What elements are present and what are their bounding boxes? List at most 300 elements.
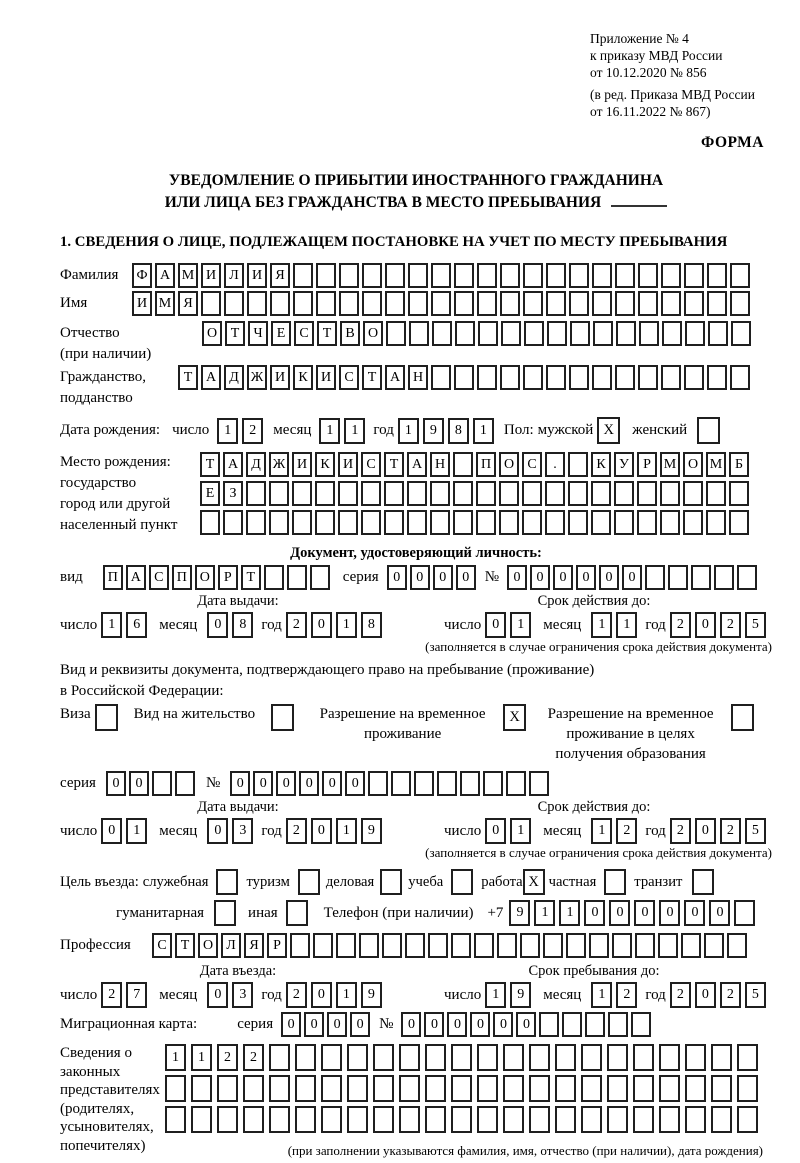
char-cell[interactable]: 1 bbox=[534, 900, 555, 926]
char-cell[interactable]: 2 bbox=[670, 982, 691, 1008]
char-cell[interactable]: А bbox=[126, 565, 146, 590]
char-cell[interactable]: С bbox=[339, 365, 359, 390]
char-cell[interactable] bbox=[453, 510, 473, 535]
char-cell[interactable] bbox=[615, 291, 635, 316]
char-cell[interactable]: 1 bbox=[217, 418, 238, 444]
char-cell[interactable] bbox=[453, 452, 473, 477]
char-cell[interactable] bbox=[569, 365, 589, 390]
char-cell[interactable] bbox=[683, 481, 703, 506]
char-cell[interactable]: 1 bbox=[559, 900, 580, 926]
char-cell[interactable]: 0 bbox=[507, 565, 527, 590]
char-cell[interactable]: 0 bbox=[684, 900, 705, 926]
char-cell[interactable] bbox=[555, 1075, 576, 1102]
char-cell[interactable] bbox=[585, 1012, 605, 1037]
char-cell[interactable] bbox=[477, 1075, 498, 1102]
char-cell[interactable] bbox=[175, 771, 195, 796]
char-cell[interactable] bbox=[581, 1044, 602, 1071]
char-cell[interactable] bbox=[638, 365, 658, 390]
char-cell[interactable] bbox=[633, 1106, 654, 1133]
char-cell[interactable] bbox=[591, 481, 611, 506]
char-cell[interactable]: Д bbox=[224, 365, 244, 390]
purpose-work-checkbox[interactable]: X bbox=[523, 869, 545, 895]
option-residence-permit[interactable] bbox=[134, 704, 294, 731]
char-cell[interactable] bbox=[246, 481, 266, 506]
char-cell[interactable]: 1 bbox=[319, 418, 340, 444]
purpose-official-checkbox[interactable] bbox=[216, 869, 238, 895]
char-cell[interactable] bbox=[659, 1044, 680, 1071]
char-cell[interactable] bbox=[292, 481, 312, 506]
char-cell[interactable] bbox=[685, 1075, 706, 1102]
char-cell[interactable] bbox=[730, 291, 750, 316]
char-cell[interactable]: Ч bbox=[248, 321, 268, 346]
char-cell[interactable] bbox=[503, 1044, 524, 1071]
purpose-study-checkbox[interactable] bbox=[451, 869, 473, 895]
char-cell[interactable] bbox=[658, 933, 678, 958]
char-cell[interactable]: 1 bbox=[591, 982, 612, 1008]
char-cell[interactable] bbox=[430, 481, 450, 506]
char-cell[interactable]: 1 bbox=[336, 612, 357, 638]
char-cell[interactable] bbox=[451, 933, 471, 958]
char-cell[interactable] bbox=[454, 365, 474, 390]
char-cell[interactable]: 2 bbox=[616, 982, 637, 1008]
char-cell[interactable]: Ж bbox=[269, 452, 289, 477]
char-cell[interactable] bbox=[315, 510, 335, 535]
char-cell[interactable]: Б bbox=[729, 452, 749, 477]
char-cell[interactable] bbox=[708, 321, 728, 346]
char-cell[interactable] bbox=[499, 481, 519, 506]
char-cell[interactable]: 0 bbox=[622, 565, 642, 590]
char-cell[interactable]: В bbox=[340, 321, 360, 346]
char-cell[interactable] bbox=[659, 1106, 680, 1133]
char-cell[interactable] bbox=[362, 291, 382, 316]
char-cell[interactable]: Л bbox=[221, 933, 241, 958]
char-cell[interactable]: 2 bbox=[101, 982, 122, 1008]
char-cell[interactable]: 1 bbox=[126, 818, 147, 844]
char-cell[interactable]: Т bbox=[384, 452, 404, 477]
char-cell[interactable]: 0 bbox=[659, 900, 680, 926]
char-cell[interactable] bbox=[501, 321, 521, 346]
char-cell[interactable] bbox=[661, 263, 681, 288]
char-cell[interactable] bbox=[737, 1075, 758, 1102]
char-cell[interactable] bbox=[269, 510, 289, 535]
char-cell[interactable]: 3 bbox=[232, 982, 253, 1008]
char-cell[interactable] bbox=[455, 321, 475, 346]
temp-residence-education-checkbox[interactable] bbox=[731, 704, 754, 731]
char-cell[interactable] bbox=[684, 263, 704, 288]
char-cell[interactable]: 0 bbox=[327, 1012, 347, 1037]
char-cell[interactable]: 0 bbox=[424, 1012, 444, 1037]
char-cell[interactable] bbox=[607, 1106, 628, 1133]
char-cell[interactable]: П bbox=[172, 565, 192, 590]
char-cell[interactable]: Ф bbox=[132, 263, 152, 288]
char-cell[interactable] bbox=[546, 263, 566, 288]
purpose-private-checkbox[interactable] bbox=[604, 869, 626, 895]
char-cell[interactable]: 7 bbox=[126, 982, 147, 1008]
char-cell[interactable]: 0 bbox=[576, 565, 596, 590]
char-cell[interactable] bbox=[614, 481, 634, 506]
char-cell[interactable]: Я bbox=[178, 291, 198, 316]
char-cell[interactable]: 0 bbox=[493, 1012, 513, 1037]
char-cell[interactable]: И bbox=[132, 291, 152, 316]
char-cell[interactable] bbox=[734, 900, 755, 926]
char-cell[interactable] bbox=[454, 291, 474, 316]
char-cell[interactable] bbox=[224, 291, 244, 316]
char-cell[interactable] bbox=[523, 291, 543, 316]
char-cell[interactable]: Т bbox=[175, 933, 195, 958]
char-cell[interactable] bbox=[529, 771, 549, 796]
char-cell[interactable]: 0 bbox=[485, 612, 506, 638]
char-cell[interactable] bbox=[347, 1075, 368, 1102]
char-cell[interactable] bbox=[399, 1106, 420, 1133]
char-cell[interactable]: Т bbox=[317, 321, 337, 346]
char-cell[interactable] bbox=[431, 291, 451, 316]
char-cell[interactable] bbox=[684, 291, 704, 316]
char-cell[interactable]: О bbox=[202, 321, 222, 346]
char-cell[interactable] bbox=[293, 263, 313, 288]
char-cell[interactable] bbox=[391, 771, 411, 796]
char-cell[interactable] bbox=[529, 1075, 550, 1102]
char-cell[interactable] bbox=[614, 510, 634, 535]
char-cell[interactable]: Л bbox=[224, 263, 244, 288]
char-cell[interactable] bbox=[430, 510, 450, 535]
char-cell[interactable] bbox=[165, 1106, 186, 1133]
char-cell[interactable]: Т bbox=[362, 365, 382, 390]
char-cell[interactable]: 0 bbox=[456, 565, 476, 590]
char-cell[interactable]: И bbox=[316, 365, 336, 390]
char-cell[interactable] bbox=[711, 1044, 732, 1071]
char-cell[interactable] bbox=[706, 481, 726, 506]
char-cell[interactable]: И bbox=[270, 365, 290, 390]
char-cell[interactable] bbox=[223, 510, 243, 535]
char-cell[interactable]: 0 bbox=[470, 1012, 490, 1037]
char-cell[interactable] bbox=[247, 291, 267, 316]
char-cell[interactable] bbox=[321, 1075, 342, 1102]
char-cell[interactable] bbox=[217, 1106, 238, 1133]
char-cell[interactable]: К bbox=[315, 452, 335, 477]
char-cell[interactable]: Т bbox=[178, 365, 198, 390]
char-cell[interactable]: 8 bbox=[232, 612, 253, 638]
char-cell[interactable] bbox=[524, 321, 544, 346]
char-cell[interactable]: 0 bbox=[129, 771, 149, 796]
char-cell[interactable] bbox=[313, 933, 333, 958]
char-cell[interactable]: 9 bbox=[510, 982, 531, 1008]
char-cell[interactable] bbox=[737, 565, 757, 590]
char-cell[interactable]: О bbox=[195, 565, 215, 590]
char-cell[interactable]: О bbox=[683, 452, 703, 477]
char-cell[interactable]: 0 bbox=[401, 1012, 421, 1037]
char-cell[interactable] bbox=[270, 291, 290, 316]
char-cell[interactable] bbox=[264, 565, 284, 590]
char-cell[interactable] bbox=[711, 1075, 732, 1102]
char-cell[interactable] bbox=[451, 1075, 472, 1102]
char-cell[interactable]: М bbox=[706, 452, 726, 477]
char-cell[interactable] bbox=[727, 933, 747, 958]
char-cell[interactable] bbox=[338, 510, 358, 535]
char-cell[interactable] bbox=[384, 481, 404, 506]
char-cell[interactable] bbox=[543, 933, 563, 958]
char-cell[interactable]: Т bbox=[200, 452, 220, 477]
char-cell[interactable] bbox=[477, 291, 497, 316]
char-cell[interactable] bbox=[562, 1012, 582, 1037]
char-cell[interactable] bbox=[191, 1106, 212, 1133]
option-visa[interactable] bbox=[60, 704, 118, 731]
char-cell[interactable]: 0 bbox=[387, 565, 407, 590]
char-cell[interactable]: Е bbox=[271, 321, 291, 346]
char-cell[interactable] bbox=[731, 321, 751, 346]
char-cell[interactable] bbox=[386, 321, 406, 346]
char-cell[interactable]: 0 bbox=[311, 818, 332, 844]
char-cell[interactable]: 9 bbox=[361, 818, 382, 844]
char-cell[interactable] bbox=[269, 481, 289, 506]
char-cell[interactable] bbox=[539, 1012, 559, 1037]
option-temp-residence[interactable] bbox=[310, 704, 526, 744]
char-cell[interactable]: Т bbox=[241, 565, 261, 590]
char-cell[interactable] bbox=[425, 1075, 446, 1102]
char-cell[interactable]: 1 bbox=[510, 818, 531, 844]
char-cell[interactable]: Р bbox=[637, 452, 657, 477]
char-cell[interactable] bbox=[631, 1012, 651, 1037]
char-cell[interactable] bbox=[499, 510, 519, 535]
char-cell[interactable] bbox=[711, 1106, 732, 1133]
char-cell[interactable] bbox=[414, 771, 434, 796]
char-cell[interactable]: 2 bbox=[286, 982, 307, 1008]
char-cell[interactable] bbox=[293, 291, 313, 316]
char-cell[interactable]: 1 bbox=[101, 612, 122, 638]
char-cell[interactable]: 2 bbox=[243, 1044, 264, 1071]
char-cell[interactable] bbox=[737, 1044, 758, 1071]
char-cell[interactable] bbox=[295, 1075, 316, 1102]
char-cell[interactable] bbox=[659, 1075, 680, 1102]
char-cell[interactable]: 0 bbox=[345, 771, 365, 796]
char-cell[interactable]: 6 bbox=[126, 612, 147, 638]
char-cell[interactable] bbox=[408, 263, 428, 288]
char-cell[interactable] bbox=[683, 510, 703, 535]
purpose-transit-checkbox[interactable] bbox=[692, 869, 714, 895]
char-cell[interactable]: 2 bbox=[720, 818, 741, 844]
char-cell[interactable] bbox=[359, 933, 379, 958]
char-cell[interactable] bbox=[566, 933, 586, 958]
char-cell[interactable] bbox=[474, 933, 494, 958]
char-cell[interactable] bbox=[295, 1106, 316, 1133]
char-cell[interactable] bbox=[529, 1106, 550, 1133]
char-cell[interactable]: 1 bbox=[336, 818, 357, 844]
char-cell[interactable] bbox=[592, 291, 612, 316]
char-cell[interactable] bbox=[568, 510, 588, 535]
char-cell[interactable]: 0 bbox=[599, 565, 619, 590]
char-cell[interactable] bbox=[152, 771, 172, 796]
char-cell[interactable]: 2 bbox=[242, 418, 263, 444]
char-cell[interactable] bbox=[321, 1044, 342, 1071]
char-cell[interactable]: Е bbox=[200, 481, 220, 506]
char-cell[interactable] bbox=[546, 365, 566, 390]
char-cell[interactable] bbox=[425, 1044, 446, 1071]
char-cell[interactable] bbox=[691, 565, 711, 590]
char-cell[interactable]: 0 bbox=[447, 1012, 467, 1037]
char-cell[interactable] bbox=[547, 321, 567, 346]
char-cell[interactable]: 0 bbox=[433, 565, 453, 590]
char-cell[interactable]: 2 bbox=[286, 612, 307, 638]
char-cell[interactable]: С bbox=[149, 565, 169, 590]
char-cell[interactable] bbox=[428, 933, 448, 958]
char-cell[interactable] bbox=[523, 365, 543, 390]
char-cell[interactable] bbox=[546, 291, 566, 316]
char-cell[interactable] bbox=[704, 933, 724, 958]
char-cell[interactable] bbox=[569, 263, 589, 288]
visa-checkbox[interactable] bbox=[95, 704, 118, 731]
char-cell[interactable] bbox=[545, 510, 565, 535]
char-cell[interactable]: К bbox=[591, 452, 611, 477]
char-cell[interactable]: 0 bbox=[304, 1012, 324, 1037]
char-cell[interactable] bbox=[607, 1075, 628, 1102]
char-cell[interactable] bbox=[201, 291, 221, 316]
char-cell[interactable] bbox=[707, 365, 727, 390]
char-cell[interactable] bbox=[497, 933, 517, 958]
char-cell[interactable] bbox=[529, 1044, 550, 1071]
char-cell[interactable]: П bbox=[476, 452, 496, 477]
char-cell[interactable] bbox=[707, 291, 727, 316]
char-cell[interactable] bbox=[373, 1044, 394, 1071]
char-cell[interactable] bbox=[707, 263, 727, 288]
char-cell[interactable] bbox=[432, 321, 452, 346]
char-cell[interactable] bbox=[555, 1044, 576, 1071]
char-cell[interactable] bbox=[477, 1106, 498, 1133]
char-cell[interactable] bbox=[592, 365, 612, 390]
char-cell[interactable] bbox=[523, 263, 543, 288]
char-cell[interactable]: 1 bbox=[591, 612, 612, 638]
char-cell[interactable]: . bbox=[545, 452, 565, 477]
char-cell[interactable] bbox=[633, 1044, 654, 1071]
char-cell[interactable]: С bbox=[152, 933, 172, 958]
char-cell[interactable]: 0 bbox=[553, 565, 573, 590]
char-cell[interactable] bbox=[477, 263, 497, 288]
char-cell[interactable] bbox=[316, 291, 336, 316]
char-cell[interactable] bbox=[555, 1106, 576, 1133]
char-cell[interactable] bbox=[316, 263, 336, 288]
char-cell[interactable]: Я bbox=[270, 263, 290, 288]
char-cell[interactable]: М bbox=[155, 291, 175, 316]
char-cell[interactable] bbox=[685, 1106, 706, 1133]
char-cell[interactable]: Я bbox=[244, 933, 264, 958]
char-cell[interactable] bbox=[336, 933, 356, 958]
char-cell[interactable] bbox=[408, 291, 428, 316]
char-cell[interactable] bbox=[407, 510, 427, 535]
char-cell[interactable] bbox=[409, 321, 429, 346]
char-cell[interactable]: 0 bbox=[207, 612, 228, 638]
char-cell[interactable]: 0 bbox=[695, 612, 716, 638]
char-cell[interactable] bbox=[645, 565, 665, 590]
char-cell[interactable] bbox=[165, 1075, 186, 1102]
char-cell[interactable] bbox=[660, 510, 680, 535]
char-cell[interactable] bbox=[685, 1044, 706, 1071]
char-cell[interactable]: 2 bbox=[217, 1044, 238, 1071]
char-cell[interactable] bbox=[503, 1075, 524, 1102]
char-cell[interactable] bbox=[373, 1075, 394, 1102]
char-cell[interactable]: А bbox=[201, 365, 221, 390]
char-cell[interactable] bbox=[405, 933, 425, 958]
char-cell[interactable]: 3 bbox=[232, 818, 253, 844]
char-cell[interactable]: 0 bbox=[695, 818, 716, 844]
char-cell[interactable]: И bbox=[338, 452, 358, 477]
char-cell[interactable]: 9 bbox=[361, 982, 382, 1008]
char-cell[interactable] bbox=[431, 365, 451, 390]
char-cell[interactable] bbox=[500, 263, 520, 288]
char-cell[interactable] bbox=[638, 263, 658, 288]
char-cell[interactable]: 1 bbox=[591, 818, 612, 844]
char-cell[interactable]: 5 bbox=[745, 612, 766, 638]
char-cell[interactable] bbox=[500, 291, 520, 316]
residence-permit-checkbox[interactable] bbox=[271, 704, 294, 731]
char-cell[interactable]: 1 bbox=[485, 982, 506, 1008]
char-cell[interactable] bbox=[477, 1044, 498, 1071]
char-cell[interactable]: 5 bbox=[745, 818, 766, 844]
char-cell[interactable] bbox=[373, 1106, 394, 1133]
char-cell[interactable]: С bbox=[522, 452, 542, 477]
char-cell[interactable] bbox=[217, 1075, 238, 1102]
char-cell[interactable]: 0 bbox=[322, 771, 342, 796]
char-cell[interactable]: 0 bbox=[695, 982, 716, 1008]
char-cell[interactable] bbox=[269, 1106, 290, 1133]
char-cell[interactable] bbox=[592, 263, 612, 288]
char-cell[interactable]: 9 bbox=[509, 900, 530, 926]
char-cell[interactable]: 0 bbox=[584, 900, 605, 926]
char-cell[interactable] bbox=[451, 1044, 472, 1071]
char-cell[interactable] bbox=[361, 481, 381, 506]
char-cell[interactable] bbox=[483, 771, 503, 796]
char-cell[interactable] bbox=[616, 321, 636, 346]
char-cell[interactable]: О bbox=[198, 933, 218, 958]
char-cell[interactable]: 1 bbox=[473, 418, 494, 444]
char-cell[interactable]: 0 bbox=[350, 1012, 370, 1037]
char-cell[interactable]: 0 bbox=[101, 818, 122, 844]
char-cell[interactable]: 0 bbox=[709, 900, 730, 926]
char-cell[interactable]: 5 bbox=[745, 982, 766, 1008]
char-cell[interactable]: А bbox=[385, 365, 405, 390]
char-cell[interactable]: П bbox=[103, 565, 123, 590]
char-cell[interactable] bbox=[684, 365, 704, 390]
purpose-humanitarian-checkbox[interactable] bbox=[214, 900, 236, 926]
char-cell[interactable]: З bbox=[223, 481, 243, 506]
char-cell[interactable] bbox=[478, 321, 498, 346]
char-cell[interactable] bbox=[608, 1012, 628, 1037]
char-cell[interactable] bbox=[635, 933, 655, 958]
char-cell[interactable] bbox=[568, 452, 588, 477]
char-cell[interactable] bbox=[347, 1106, 368, 1133]
char-cell[interactable] bbox=[451, 1106, 472, 1133]
char-cell[interactable]: 1 bbox=[510, 612, 531, 638]
char-cell[interactable] bbox=[661, 291, 681, 316]
char-cell[interactable] bbox=[545, 481, 565, 506]
char-cell[interactable] bbox=[607, 1044, 628, 1071]
char-cell[interactable] bbox=[287, 565, 307, 590]
char-cell[interactable] bbox=[615, 365, 635, 390]
char-cell[interactable]: 1 bbox=[191, 1044, 212, 1071]
char-cell[interactable] bbox=[612, 933, 632, 958]
purpose-other-checkbox[interactable] bbox=[286, 900, 308, 926]
char-cell[interactable]: 9 bbox=[423, 418, 444, 444]
purpose-tourism-checkbox[interactable] bbox=[298, 869, 320, 895]
char-cell[interactable] bbox=[425, 1106, 446, 1133]
char-cell[interactable] bbox=[362, 263, 382, 288]
char-cell[interactable] bbox=[269, 1044, 290, 1071]
char-cell[interactable] bbox=[500, 365, 520, 390]
char-cell[interactable]: 1 bbox=[336, 982, 357, 1008]
char-cell[interactable]: Р bbox=[267, 933, 287, 958]
char-cell[interactable] bbox=[685, 321, 705, 346]
char-cell[interactable] bbox=[200, 510, 220, 535]
char-cell[interactable]: 2 bbox=[720, 612, 741, 638]
char-cell[interactable] bbox=[570, 321, 590, 346]
char-cell[interactable] bbox=[581, 1075, 602, 1102]
